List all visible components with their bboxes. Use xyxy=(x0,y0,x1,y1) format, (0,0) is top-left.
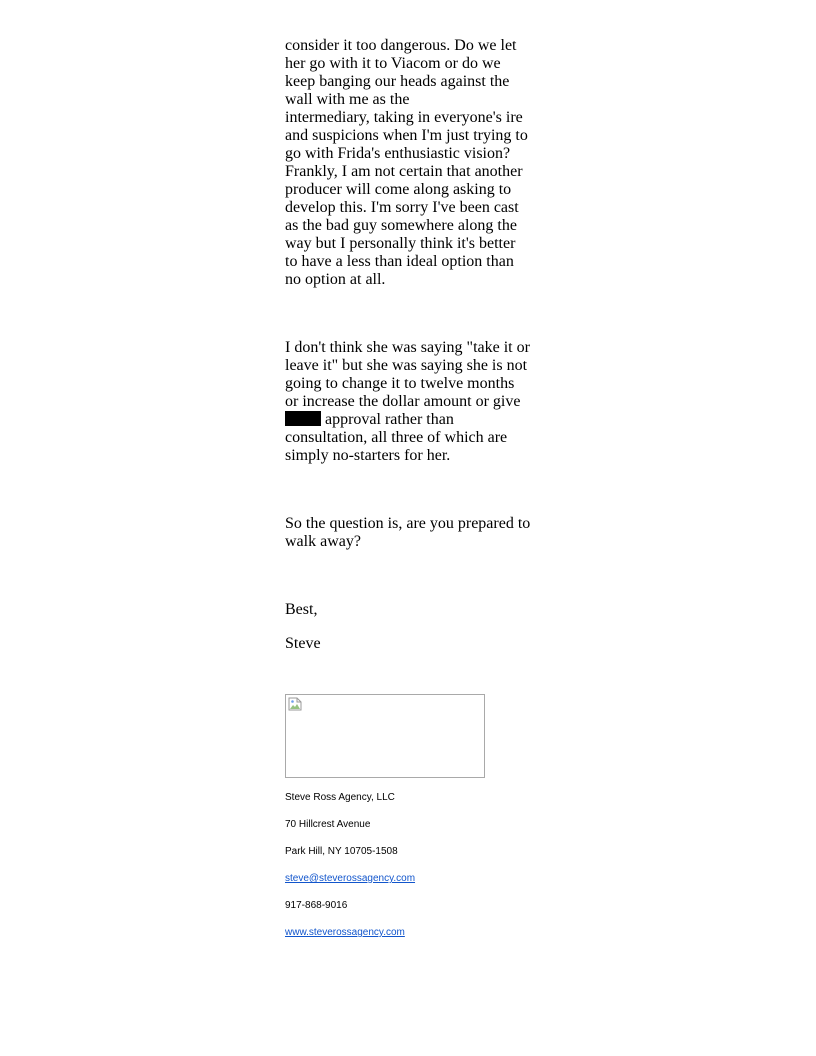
signature-email-link[interactable]: steve@steverossagency.com xyxy=(285,873,416,884)
sender-name: Steve xyxy=(285,635,321,652)
signature-street: 70 Hillcrest Avenue xyxy=(285,819,371,830)
text-line: walk away? xyxy=(285,533,361,550)
closing-line: Best, xyxy=(285,601,318,618)
text-line-with-redaction xyxy=(285,411,545,429)
text-line: simply no-starters for her. xyxy=(285,447,451,464)
text-line: consultation, all three of which are xyxy=(285,429,508,446)
text-line: leave it" but she was saying she is not xyxy=(285,357,528,374)
text-line: way but I personally think it's better xyxy=(285,235,516,252)
text-line: going to change it to twelve months xyxy=(285,375,515,392)
paragraph-walk-away-context xyxy=(285,37,545,289)
text-line: intermediary, taking in everyone's ire xyxy=(285,109,523,126)
text-line: her go with it to Viacom or do we xyxy=(285,55,501,72)
text-line: consider it too dangerous. Do we let xyxy=(285,37,517,54)
email-body xyxy=(285,37,545,954)
text-line: to have a less than ideal option than xyxy=(285,253,514,270)
signature-city-state-zip: Park Hill, NY 10705-1508 xyxy=(285,846,398,857)
text-line: go with Frida's enthusiastic vision? xyxy=(285,145,511,162)
text-line: and suspicions when I'm just trying to xyxy=(285,127,528,144)
redaction-box xyxy=(285,411,321,426)
signature-company: Steve Ross Agency, LLC xyxy=(285,792,395,803)
signature-website-link[interactable]: www.steverossagency.com xyxy=(285,927,405,938)
email-signature xyxy=(285,792,545,939)
text-line: producer will come along asking to xyxy=(285,181,512,198)
text-line: wall with me as the xyxy=(285,91,410,108)
text-fragment: approval rather than xyxy=(325,411,454,428)
text-line: So the question is, are you prepared to xyxy=(285,515,531,532)
text-line: I don't think she was saying "take it or xyxy=(285,339,530,356)
paragraph-question xyxy=(285,515,545,551)
text-line: no option at all. xyxy=(285,271,386,288)
text-line: or increase the dollar amount or give xyxy=(285,393,521,410)
signature-phone: 917-868-9016 xyxy=(285,900,348,911)
text-line: as the bad guy somewhere along the xyxy=(285,217,517,234)
paragraph-terms xyxy=(285,339,545,465)
text-line: keep banging our heads against the xyxy=(285,73,510,90)
text-line: develop this. I'm sorry I've been cast xyxy=(285,199,519,216)
text-line: Frankly, I am not certain that another xyxy=(285,163,523,180)
broken-image-icon xyxy=(288,697,302,711)
signature-logo-image xyxy=(285,694,485,778)
